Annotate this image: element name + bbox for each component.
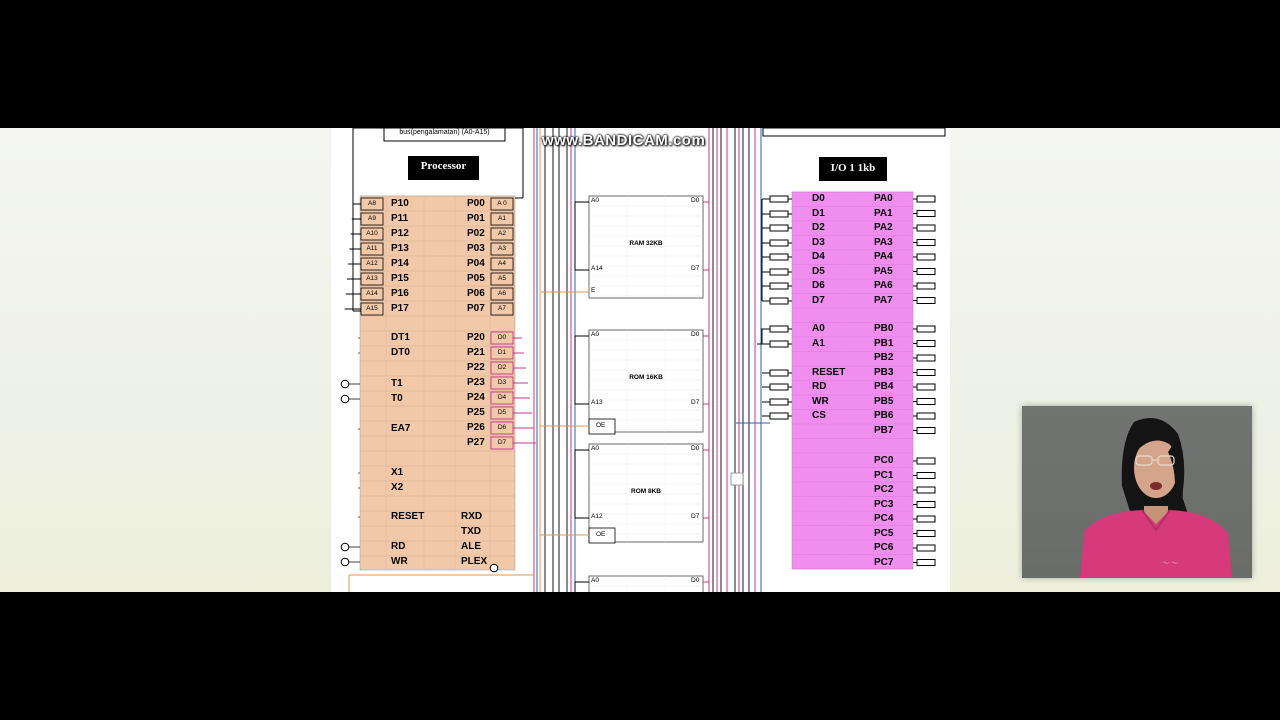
io-pin-connector — [917, 283, 935, 289]
port1-pin-label: P14 — [391, 258, 409, 269]
memory-chip — [589, 330, 703, 432]
io-pin-connector — [770, 211, 788, 217]
io-pin-connector — [770, 240, 788, 246]
address-pin-label: A8 — [368, 200, 376, 207]
io-pin-connector — [917, 560, 935, 566]
io-port-label: PA6 — [874, 280, 893, 291]
io-pin-connector — [917, 487, 935, 493]
io-port-label: PA7 — [874, 294, 893, 306]
io-pin-connector — [770, 399, 788, 405]
io-pin-connector — [770, 384, 788, 390]
io-pin-label: WR — [812, 396, 829, 407]
port2-pin-label: P27 — [467, 437, 485, 448]
processor-pin-label: RESET — [391, 511, 425, 522]
presenter-figure — [1022, 406, 1252, 578]
address-pin-label: A11 — [366, 245, 378, 252]
io-port-label: PC5 — [874, 527, 894, 539]
bus-label: bus(pengalamatan) (A0-A15) — [399, 129, 490, 136]
memory-title: ROM 16KB — [629, 374, 663, 381]
address-pin-label: A6 — [498, 290, 506, 297]
io-port-label: PC4 — [874, 513, 894, 524]
io-port-label: PC7 — [874, 556, 894, 568]
io-title: I/O 1 1kb — [819, 157, 887, 181]
memory-chip — [589, 576, 703, 592]
address-pin-label: A2 — [498, 230, 506, 237]
schematic-document — [331, 128, 950, 592]
port2-pin-label: P23 — [467, 377, 485, 388]
processor-pin-label: EA7 — [391, 423, 411, 434]
processor-pin-label: RXD — [461, 511, 483, 522]
io-pin-label: D2 — [812, 222, 825, 233]
memory-pin-label: A0 — [591, 445, 599, 452]
io-pin-connector — [770, 298, 788, 304]
io-pin-connector — [770, 326, 788, 332]
io-port-label: PC0 — [874, 455, 894, 466]
io-pin-connector — [917, 473, 935, 479]
port2-pin-label: P21 — [467, 347, 485, 358]
io-pin-connector — [917, 384, 935, 390]
io-port-label: PC3 — [874, 498, 894, 510]
processor-pin-label: ALE — [461, 541, 481, 552]
io-pin-connector — [770, 269, 788, 275]
processor-pin-label: DT0 — [391, 347, 410, 358]
io-pin-label: RESET — [812, 367, 846, 378]
bandicam-watermark: www.BANDICAM.com — [542, 132, 706, 149]
io-port-label: PA4 — [874, 251, 893, 262]
port0-pin-label: P01 — [467, 213, 485, 224]
io-port-label: PB0 — [874, 323, 894, 334]
memory-pin-label: D0 — [691, 331, 700, 338]
io-pin-label: D6 — [812, 280, 825, 291]
memory-pin-label: A13 — [591, 399, 603, 406]
port0-pin-label: P07 — [467, 303, 485, 314]
address-pin-label: A14 — [366, 290, 378, 297]
port0-pin-label: P04 — [467, 258, 485, 269]
memory-pin-label: A14 — [591, 265, 603, 272]
io-port-label: PA3 — [874, 236, 893, 248]
memory-enable-label: OE — [596, 531, 606, 538]
io-port-label: PA2 — [874, 222, 893, 233]
address-pin-label: A4 — [498, 260, 506, 267]
port2-pin-label: P24 — [467, 392, 485, 403]
port2-pin-label: P20 — [467, 332, 485, 343]
memory-pin-label: D0 — [691, 197, 700, 204]
port0-pin-label: P03 — [467, 243, 485, 254]
io-port-label: PB5 — [874, 395, 894, 407]
address-pin-label: A12 — [366, 260, 378, 267]
port1-pin-label: P15 — [391, 273, 409, 284]
io-pin-label: D0 — [812, 193, 825, 204]
video-frame — [0, 128, 1280, 592]
memory-pin-label: D0 — [691, 445, 700, 452]
io-pin-connector — [770, 254, 788, 260]
port2-pin-label: P26 — [467, 422, 485, 433]
processor-pin-label: T0 — [391, 393, 403, 404]
io-pin-connector — [917, 240, 935, 246]
io-pin-connector — [917, 516, 935, 522]
io-pin-connector — [917, 211, 935, 217]
port1-pin-label: P17 — [391, 303, 409, 314]
processor-pin-label: WR — [391, 556, 408, 567]
io-pin-label: A1 — [812, 338, 825, 349]
data-pin-label: D2 — [497, 364, 507, 371]
io-pin-connector — [917, 545, 935, 551]
io-port-label: PB4 — [874, 381, 894, 392]
memory-pin-label: A0 — [591, 197, 599, 204]
data-pin-label: D3 — [497, 379, 507, 386]
port1-pin-label: P10 — [391, 198, 409, 209]
processor-pin-label: X2 — [391, 482, 404, 493]
data-pin-label: D1 — [497, 349, 507, 356]
data-pin-label: D0 — [497, 334, 507, 341]
io-pin-connector — [917, 531, 935, 537]
io-port-label: PA1 — [874, 207, 893, 219]
memory-pin-label: D0 — [691, 577, 700, 584]
io-pin-connector — [770, 196, 788, 202]
address-pin-label: A 0 — [497, 200, 507, 207]
memory-pin-label: A0 — [591, 331, 599, 338]
data-pin-label: D4 — [497, 394, 507, 401]
io-pin-connector — [917, 370, 935, 376]
memory-pin-label: D7 — [691, 399, 700, 406]
io-pin-connector — [917, 399, 935, 405]
io-port-label: PB3 — [874, 366, 894, 378]
io-pin-connector — [917, 413, 935, 419]
processor-pin-label: T1 — [391, 378, 403, 389]
io-pin-connector — [917, 196, 935, 202]
data-pin-label: D7 — [497, 439, 507, 446]
io-pin-label: D7 — [812, 295, 825, 306]
memory-title: RAM 32KB — [629, 240, 663, 247]
io-pin-connector — [770, 341, 788, 347]
io-pin-connector — [917, 341, 935, 347]
io-pin-connector — [770, 370, 788, 376]
io-pin-connector — [917, 458, 935, 464]
io-pin-connector — [917, 269, 935, 275]
io-pin-label: RD — [812, 381, 827, 392]
io-pin-label: D3 — [812, 237, 825, 248]
io-port-label: PB2 — [874, 352, 894, 363]
processor-pin-label: DT1 — [391, 332, 410, 343]
memory-pin-label: D7 — [691, 513, 700, 520]
io-pin-connector — [917, 502, 935, 508]
schematic-diagram — [331, 128, 950, 592]
inverter-circle — [341, 558, 349, 566]
io-pin-connector — [770, 225, 788, 231]
port1-pin-label: P12 — [391, 228, 409, 239]
port0-pin-label: P05 — [467, 273, 485, 284]
io-pin-connector — [917, 428, 935, 434]
io-pin-connector — [917, 225, 935, 231]
processor-pin-label: PLEX — [461, 556, 488, 567]
memory-pin-label: A12 — [591, 513, 603, 520]
address-pin-label: A9 — [368, 215, 376, 222]
io-pin-label: D1 — [812, 208, 825, 219]
io-port-label: PB7 — [874, 424, 894, 436]
port1-pin-label: P13 — [391, 243, 409, 254]
io-pin-label: CS — [812, 410, 826, 421]
memory-chip — [589, 196, 703, 298]
io-port-label: PA0 — [874, 193, 893, 204]
io-port-label: PB6 — [874, 410, 894, 421]
processor-pin-label: TXD — [461, 526, 481, 537]
memory-pin-label: A0 — [591, 577, 599, 584]
port2-pin-label: P22 — [467, 362, 485, 373]
address-pin-label: A15 — [366, 305, 378, 312]
io-pin-label: A0 — [812, 323, 825, 334]
io-top-box — [763, 128, 945, 136]
address-pin-label: A10 — [366, 230, 378, 237]
webcam-overlay — [1022, 406, 1252, 578]
io-pin-label: D4 — [812, 251, 825, 262]
io-port-label: PC2 — [874, 484, 894, 495]
processor-pin-label: RD — [391, 541, 406, 552]
io-pin-label: D5 — [812, 266, 825, 277]
inverter-circle — [490, 564, 498, 572]
memory-enable-label: OE — [596, 422, 606, 429]
io-pin-connector — [770, 413, 788, 419]
inverter-circle — [341, 380, 349, 388]
io-port-label: PC6 — [874, 542, 894, 553]
io-pin-connector — [917, 254, 935, 260]
data-pin-label: D5 — [497, 409, 507, 416]
processor-title: Processor — [408, 156, 479, 180]
address-pin-label: A7 — [498, 305, 506, 312]
svg-text:〜〜: 〜〜 — [1160, 558, 1179, 568]
io-port-label: PC1 — [874, 469, 894, 481]
io-pin-connector — [917, 355, 935, 361]
memory-title: ROM 8KB — [631, 488, 661, 495]
io-pin-connector — [917, 298, 935, 304]
memory-enable-label: E — [591, 287, 596, 294]
inverter-circle — [341, 395, 349, 403]
port2-pin-label: P25 — [467, 407, 485, 418]
io-pin-connector — [770, 283, 788, 289]
address-pin-label: A1 — [498, 215, 506, 222]
address-pin-label: A5 — [498, 275, 506, 282]
port0-pin-label: P02 — [467, 228, 485, 239]
memory-pin-label: D7 — [691, 265, 700, 272]
address-pin-label: A3 — [498, 245, 506, 252]
port1-pin-label: P16 — [391, 288, 409, 299]
port1-pin-label: P11 — [391, 213, 409, 224]
port0-pin-label: P00 — [467, 198, 485, 209]
io-port-label: PA5 — [874, 265, 893, 277]
address-pin-label: A13 — [366, 275, 378, 282]
io-port-label: PB1 — [874, 337, 894, 349]
junction-box — [731, 473, 743, 485]
io-pin-connector — [917, 326, 935, 332]
port0-pin-label: P06 — [467, 288, 485, 299]
processor-pin-label: X1 — [391, 467, 404, 478]
inverter-circle — [341, 543, 349, 551]
data-pin-label: D6 — [497, 424, 507, 431]
